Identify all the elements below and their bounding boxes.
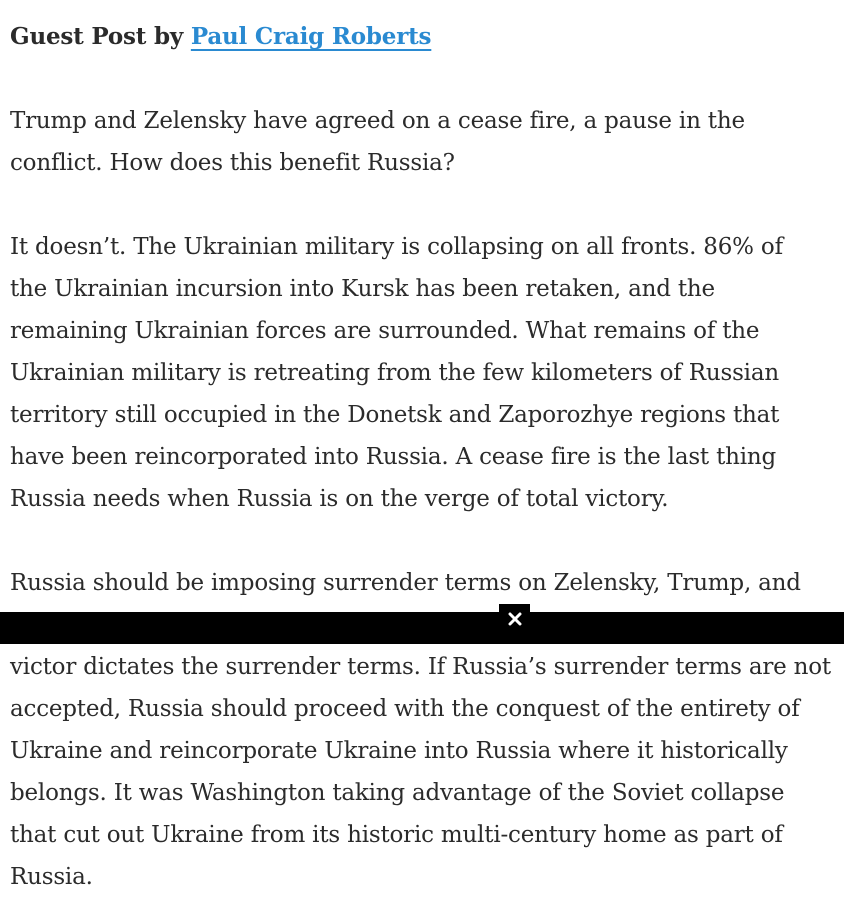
paragraph-line: Russia should be imposing surrender terms on Zelensky, Trump, and (10, 570, 801, 596)
paragraph-line: the Ukrainian incursion into Kursk has been retaken, and the (10, 276, 715, 302)
sticky-ad-bar (0, 612, 844, 644)
paragraph-line: remaining Ukrainian forces are surrounded. What remains of the (10, 318, 760, 344)
paragraph-line: It doesn’t. The Ukrainian military is collapsing on all fronts. 86% of (10, 234, 783, 260)
paragraph-line: accepted, Russia should proceed with the conquest of the entirety of (10, 696, 800, 722)
article-body (10, 16, 844, 897)
paragraph-line: that cut out Ukraine from its historic multi-century home as part of (10, 822, 783, 848)
paragraph-line: Ukraine and reincorporate Ukraine into Russia where it historically (10, 738, 788, 764)
paragraph-2 (10, 226, 844, 520)
close-ad-button[interactable] (499, 604, 530, 634)
paragraph-line: Russia. (10, 864, 93, 890)
paragraph-line: territory still occupied in the Donetsk and Zaporozhye regions that (10, 402, 780, 428)
paragraph-line: have been reincorporated into Russia. A cease fire is the last thing (10, 444, 777, 470)
paragraph-1 (10, 100, 844, 184)
paragraph-line: Russia needs when Russia is on the verge of total victory. (10, 486, 669, 512)
paragraph-line: belongs. It was Washington taking advantage of the Soviet collapse (10, 780, 785, 806)
paragraph-line: victor dictates the surrender terms. If Russia’s surrender terms are not (10, 654, 831, 680)
byline-prefix: Guest Post by (10, 23, 184, 50)
close-icon (508, 612, 522, 626)
paragraph-line: Ukrainian military is retreating from the few kilometers of Russian (10, 360, 779, 386)
byline (10, 16, 844, 58)
author-link[interactable]: Paul Craig Roberts (190, 23, 432, 50)
paragraph-line: conflict. How does this benefit Russia? (10, 150, 455, 176)
paragraph-line: Trump and Zelensky have agreed on a cease fire, a pause in the (10, 108, 745, 134)
